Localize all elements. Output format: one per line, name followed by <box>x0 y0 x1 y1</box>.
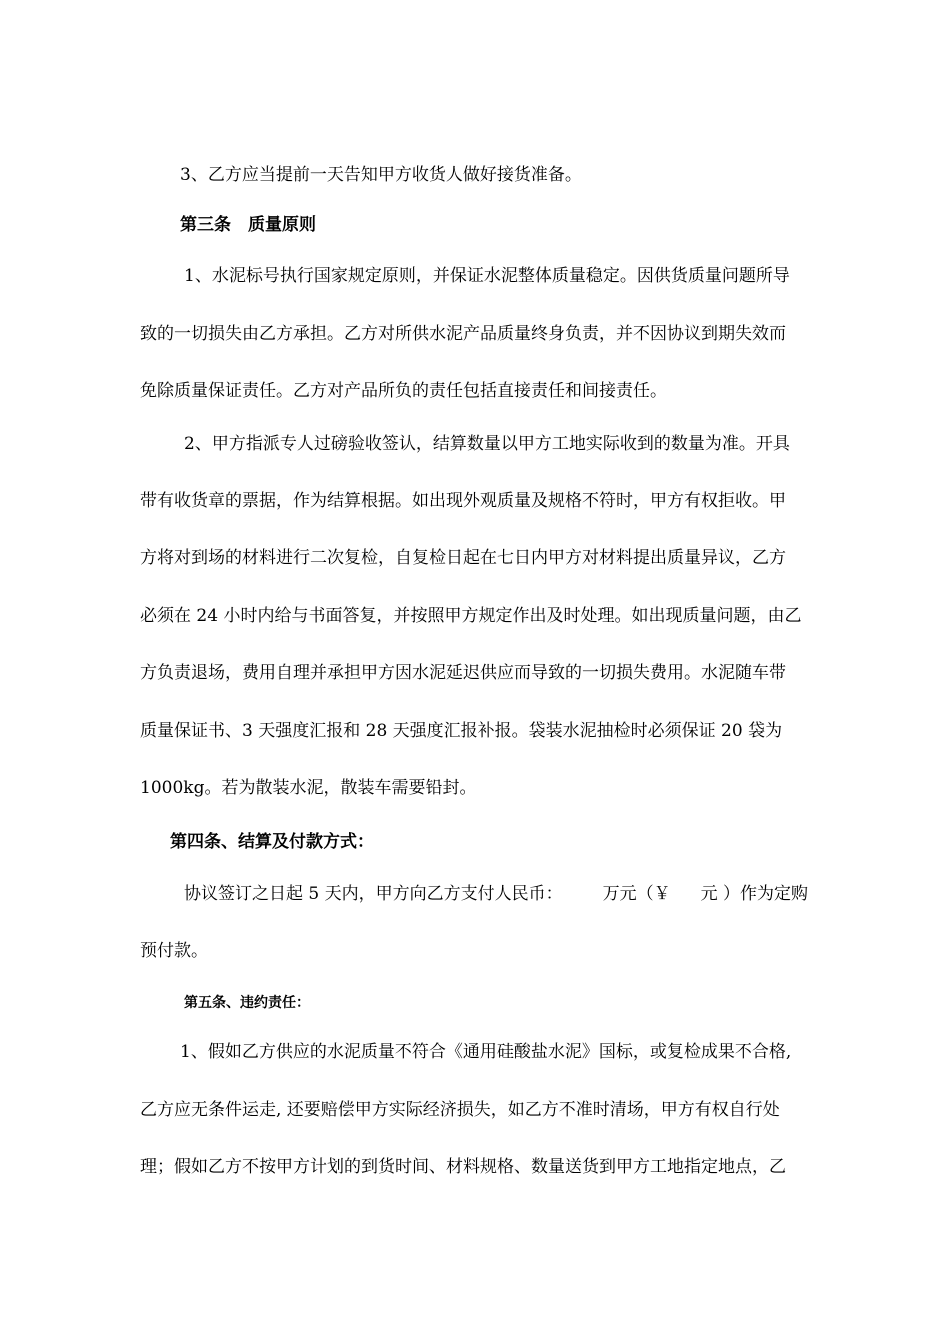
clause3-title: 第三条 质量原则 <box>180 215 316 235</box>
clause3-item1-line1: 1、水泥标号执行国家规定原则，并保证水泥整体质量稳定。因供货质量问题所导 <box>184 266 790 286</box>
clause5-item1-line1: 1、假如乙方供应的水泥质量不符合《通用硅酸盐水泥》国标，或复检成果不合格, <box>180 1042 792 1062</box>
clause3-item2-line2: 带有收货章的票据，作为结算根据。如出现外观质量及规格不符时，甲方有权拒收。甲 <box>140 491 786 511</box>
clause3-item2-line7: 1000kg。若为散装水泥，散装车需要铅封。 <box>140 778 477 798</box>
clause5-item1-line3: 理；假如乙方不按甲方计划的到货时间、材料规格、数量送货到甲方工地指定地点，乙 <box>140 1157 786 1177</box>
clause4-line2: 预付款。 <box>140 941 208 961</box>
clause4-title: 第四条、结算及付款方式： <box>170 832 374 852</box>
clause4-line1 <box>184 883 808 905</box>
clause3-item2-line3: 方将对到场的材料进行二次复检，自复检日起在七日内甲方对材料提出质量异议，乙方 <box>140 548 786 568</box>
clause3-item1-line3: 免除质量保证责任。乙方对产品所负的责任包括直接责任和间接责任。 <box>140 381 667 401</box>
clause2-item3: 3、乙方应当提前一天告知甲方收货人做好接货准备。 <box>180 165 582 185</box>
clause3-item2-line5: 方负责退场，费用自理并承担甲方因水泥延迟供应而导致的一切损失费用。水泥随车带 <box>140 663 786 683</box>
clause3-item2-line6: 质量保证书、3 天强度汇报和 28 天强度汇报补报。袋装水泥抽检时必须保证 20 袋为 <box>140 721 783 741</box>
clause5-title: 第五条、违约责任： <box>184 995 310 1011</box>
clause3-item2-line1: 2、甲方指派专人过磅验收签认，结算数量以甲方工地实际收到的数量为准。开具 <box>184 434 790 454</box>
clause3-item2-line4: 必须在 24 小时内给与书面答复，并按照甲方规定作出及时处理。如出现质量问题，由乙 <box>140 606 802 626</box>
clause5-item1-line2: 乙方应无条件运走, 还要赔偿甲方实际经济损失，如乙方不准时清场，甲方有权自行处 <box>140 1100 780 1120</box>
clause3-item1-line2: 致的一切损失由乙方承担。乙方对所供水泥产品质量终身负责，并不因协议到期失效而 <box>140 324 786 344</box>
clause4-line1-part-c: 元 ）作为定购 <box>700 884 809 904</box>
clause4-line1-part-b: 万元（￥ <box>602 884 671 904</box>
clause4-line1-part-a: 协议签订之日起 5 天内，甲方向乙方支付人民币： <box>184 884 563 904</box>
